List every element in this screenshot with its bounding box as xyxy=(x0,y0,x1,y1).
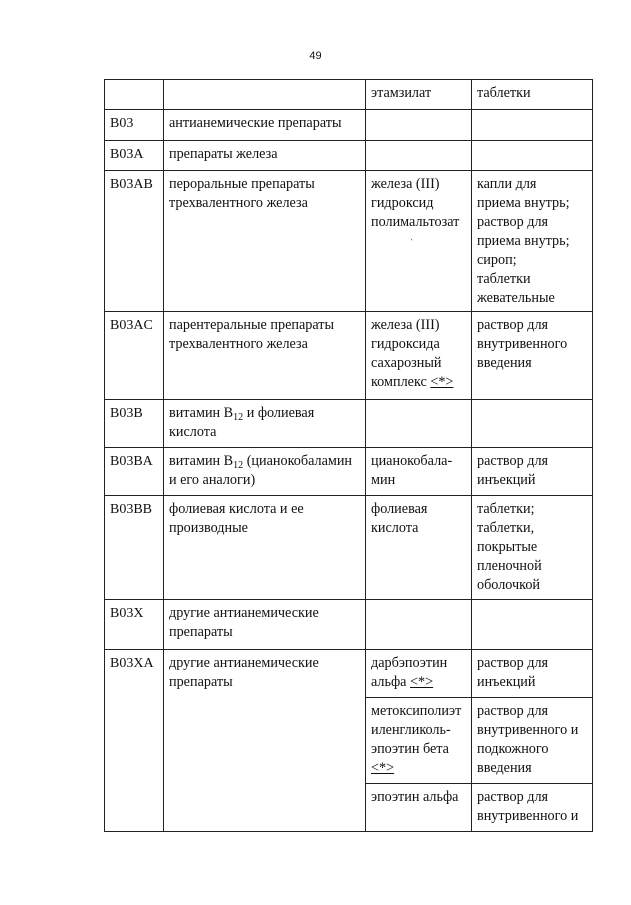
table-row xyxy=(105,448,593,496)
substance-cell: метоксиполиэт иленгликоль- эпоэтин бета <*> xyxy=(366,698,472,784)
name-cell: витамин $B_{12}$ (цианокобаламин и его аналоги) xyxy=(164,448,366,496)
footnote-link[interactable]: <*> xyxy=(410,674,434,690)
table-row xyxy=(105,650,593,698)
name-cell xyxy=(164,80,366,110)
code-cell: B03B xyxy=(105,400,164,448)
name-cell: пероральные препараты трехвалентного железа xyxy=(164,171,366,312)
form-cell xyxy=(472,141,593,171)
table-row xyxy=(105,110,593,141)
code-cell: B03A xyxy=(105,141,164,171)
code-cell: B03BB xyxy=(105,496,164,600)
form-cell: таблетки; таблетки, покрытые пленочной оболочкой xyxy=(472,496,593,600)
table-row xyxy=(105,171,593,312)
substance-cell: цианокобала- мин xyxy=(366,448,472,496)
form-cell xyxy=(472,110,593,141)
form-cell: раствор для внутривенного и xyxy=(472,784,593,832)
table-row xyxy=(105,400,593,448)
name-cell: витамин $B_{12}$ и фолиевая кислота xyxy=(164,400,366,448)
drug-classification-table xyxy=(104,79,593,832)
table-row xyxy=(105,141,593,171)
name-cell: парентеральные препараты трехвалентного железа xyxy=(164,312,366,400)
name-cell: антианемические препараты xyxy=(164,110,366,141)
code-cell: B03AC xyxy=(105,312,164,400)
table-row xyxy=(105,496,593,600)
form-cell: таблетки xyxy=(472,80,593,110)
substance-cell: этамзилат xyxy=(366,80,472,110)
code-cell: B03X xyxy=(105,600,164,650)
page-number: 49 xyxy=(309,50,322,62)
form-cell: раствор для инъекций xyxy=(472,448,593,496)
substance-cell: эпоэтин альфа xyxy=(366,784,472,832)
substance-cell xyxy=(366,110,472,141)
stray-mark: ´ xyxy=(409,236,416,248)
name-cell: другие антианемические препараты xyxy=(164,600,366,650)
table-row xyxy=(105,600,593,650)
code-cell: B03XA xyxy=(105,650,164,832)
code-cell: B03BA xyxy=(105,448,164,496)
footnote-link[interactable]: <*> xyxy=(371,760,395,776)
code-cell xyxy=(105,80,164,110)
name-cell: фолиевая кислота и ее производные xyxy=(164,496,366,600)
name-cell: препараты железа xyxy=(164,141,366,171)
form-cell: капли для приема внутрь; раствор для приема внутрь; сироп; таблетки жевательные xyxy=(472,171,593,312)
substance-cell xyxy=(366,141,472,171)
substance-cell xyxy=(366,400,472,448)
substance-cell: железа (III) гидроксид полимальтозат ´ xyxy=(366,171,472,312)
form-cell xyxy=(472,400,593,448)
substance-cell xyxy=(366,600,472,650)
table-row xyxy=(105,80,593,110)
code-cell: B03AB xyxy=(105,171,164,312)
table-row xyxy=(105,312,593,400)
substance-cell: дарбэпоэтин альфа <*> xyxy=(366,650,472,698)
name-cell: другие антианемические препараты xyxy=(164,650,366,832)
code-cell: B03 xyxy=(105,110,164,141)
form-cell: раствор для внутривенного введения xyxy=(472,312,593,400)
form-cell xyxy=(472,600,593,650)
form-cell: раствор для инъекций xyxy=(472,650,593,698)
substance-cell: фолиевая кислота xyxy=(366,496,472,600)
form-cell: раствор для внутривенного и подкожного введения xyxy=(472,698,593,784)
footnote-link[interactable]: <*> xyxy=(430,374,454,390)
substance-cell: железа (III) гидроксида сахарозный комплекс <*> xyxy=(366,312,472,400)
